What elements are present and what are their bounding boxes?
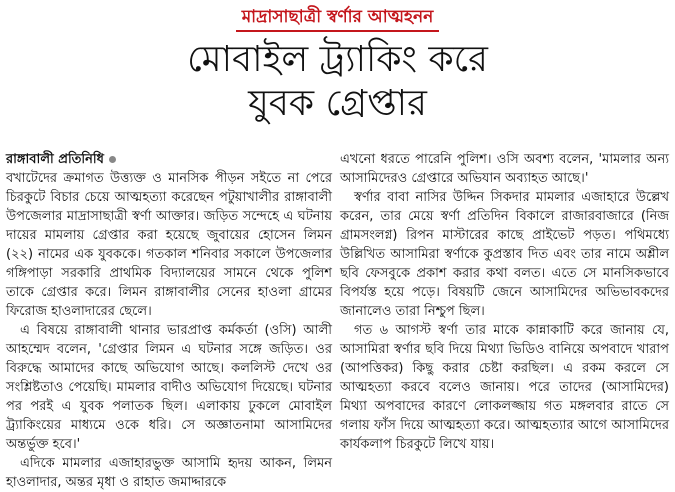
byline: রাঙ্গাবালী প্রতিনিধি bbox=[6, 152, 104, 167]
paragraph-right-2: স্বর্ণার বাবা নাসির উদ্দিন সিকদার মামলার এজাহারে উল্লেখ করেন, তার মেয়ে স্বর্ণা প্রতিদিন বিকালে রাজারবাজারে (নিজ গ্রামসংলগ্ন) রিপন মাস্টারের কাছে প্রাইভেট পড়ত। পথিমধ্যে উল্লিখিত আসামিরা স্বর্ণাকে কুপ্রস্তাব দিত এবং তার নামে অশ্লীল ছবি ফেসবুকে প্রকাশ করার কথা বলত। এতে সে মানসিকভাবে বিপর্যস্ত হয়ে পড়ে। বিষয়টি জেনে আসামিদের অভিভাবকদের জানালেও তারা নিশ্চুপ ছিল। bbox=[340, 190, 669, 319]
paragraph-left-2: এ বিষয়ে রাঙ্গাবালী থানার ভারপ্রাপ্ত কর্মকর্তা (ওসি) আলী আহম্মেদ বলেন, 'গ্রেপ্তার লিমন এ ঘটনার সঙ্গে জড়িত। ওর বিরুদ্ধে আমাদের কাছে অভিযোগ আছে। কললিস্ট দেখে ওর সংশ্লিষ্টতাও পেয়েছি। মামলার বাদীও অভিযোগ দিয়েছে। ঘটনার পর পরই এ যুবক পলাতক ছিল। এলাকায় ঢুকলে মোবাইল ট্র্যাকিংয়ের মাধ্যমে ওকে ধরি। সে অজ্ঞাতনামা আসামিদের অন্তর্ভুক্ত হবে।' bbox=[6, 323, 332, 452]
bullet-dot-icon bbox=[109, 156, 116, 163]
headline bbox=[0, 38, 675, 126]
kicker-label: মাদ্রাসাছাত্রী স্বর্ণার আত্মহনন bbox=[236, 6, 440, 32]
paragraph-right-1: এখনো ধরতে পারেনি পুলিশ। ওসি অবশ্য বলেন, 'মামলার অন্য আসামিদেরও গ্রেপ্তারে অভিযান অব্যাহত আছে।' bbox=[340, 152, 669, 186]
byline-row bbox=[6, 150, 332, 169]
paragraph-left-1: বখাটেদের ক্রমাগত উত্ত্যক্ত ও মানসিক পীড়ন সইতে না পেরে চিরকুটে বিচার চেয়ে আত্মহত্যা করেছেন পটুয়াখালীর রাঙ্গাবালী উপজেলার মাদ্রাসাছাত্রী স্বর্ণা আক্তার। জড়িত সন্দেহে এ ঘটনায় দায়ের মামলায় গ্রেপ্তার করা হয়েছে জুবায়ের হোসেন লিমন (২২) নামের এক যুবককে। গতকাল শনিবার সকালে উপজেলার গঙ্গিপাড়া সরকারি প্রাথমিক বিদ্যালয়ের সামনে থেকে পুলিশ তাকে গ্রেপ্তার করে। লিমন রাঙ্গাবালীর সেনের হাওলা গ্রামের ফিরোজ হাওলাদারের ছেলে। bbox=[6, 171, 332, 319]
paragraph-right-3: গত ৬ আগস্ট স্বর্ণা তার মাকে কান্নাকাটি করে জানায় যে, আসামিরা স্বর্ণার ছবি দিয়ে মিথ্যা ভিডিও বানিয়ে অপবাদে খারাপ (আপত্তিকর) কিছু করার চেষ্টা করছিল। এ রকম করলে সে আত্মহত্যা করবে বলেও জানায়। পরে তাদের (আসামিদের) মিথ্যা অপবাদের কারণে লোকলজ্জায় গত মঙ্গলবার রাতে সে গলায় ফাঁস দিয়ে আত্মহত্যা করে। আত্মহত্যার আগে আসামিদের কার্যকলাপ চিরকুটে লিখে যায়। bbox=[340, 323, 669, 452]
headline-line-1: মোবাইল ট্র্যাকিং করে bbox=[187, 39, 488, 80]
paragraph-left-3: এদিকে মামলার এজাহারভুক্ত আসামি হৃদয় আকন, লিমন হাওলাদার, অন্তর মৃধা ও রাহাত জমাদ্দারকে bbox=[6, 456, 332, 490]
kicker-container bbox=[0, 6, 675, 32]
article-column-right bbox=[340, 150, 669, 454]
headline-line-2: যুবক গ্রেপ্তার bbox=[248, 83, 427, 124]
article-column-left bbox=[6, 150, 332, 492]
